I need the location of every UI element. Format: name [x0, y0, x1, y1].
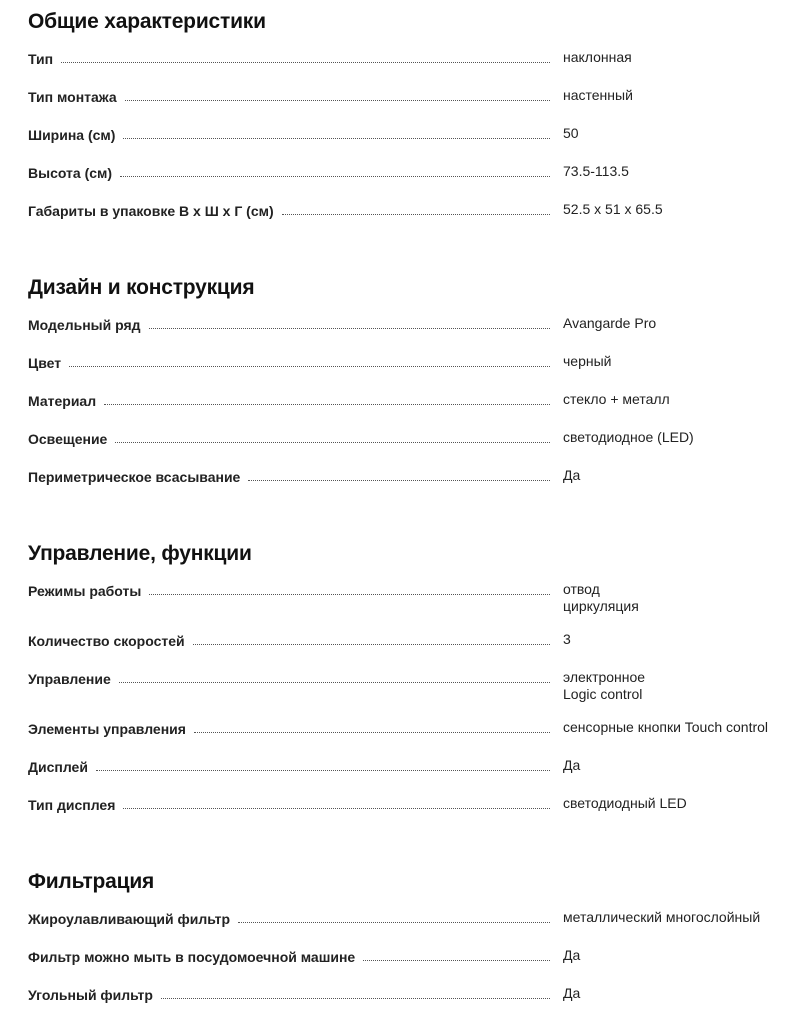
dotted-leader: [115, 442, 550, 443]
dotted-leader: [125, 100, 550, 101]
spec-label: Тип: [28, 50, 61, 68]
specifications-page: [28, 8, 788, 1022]
spec-label: Периметрическое всасывание: [28, 468, 248, 486]
spec-row: [28, 48, 788, 86]
spec-label: Фильтр можно мыть в посудомоечной машине: [28, 948, 363, 966]
spec-row: [28, 718, 788, 756]
dotted-leader: [104, 404, 550, 405]
spec-row: [28, 162, 788, 200]
section-title-filtration: Фильтрация: [28, 870, 155, 893]
spec-value: электронное Logic control: [563, 669, 646, 702]
dotted-leader: [193, 644, 550, 645]
spec-row: [28, 466, 788, 504]
dotted-leader: [149, 594, 550, 595]
spec-row: [28, 794, 788, 832]
section-general: [28, 8, 788, 238]
spec-label: Режимы работы: [28, 582, 149, 600]
spec-value: наклонная: [563, 49, 632, 65]
spec-list-control: [28, 580, 788, 832]
spec-row: [28, 580, 788, 630]
spec-label: Освещение: [28, 430, 115, 448]
spec-list-design: [28, 314, 788, 504]
spec-value: стекло + металл: [563, 391, 670, 407]
spec-label: Тип дисплея: [28, 796, 123, 814]
spec-label: Высота (см): [28, 164, 120, 182]
spec-list-filtration: [28, 908, 788, 1022]
dotted-leader: [123, 138, 550, 139]
spec-label: Ширина (см): [28, 126, 123, 144]
dotted-leader: [123, 808, 550, 809]
section-control: [28, 540, 788, 832]
dotted-leader: [61, 62, 550, 63]
spec-value: Avangarde Pro: [563, 315, 657, 331]
spec-label: Дисплей: [28, 758, 96, 776]
spec-value: светодиодное (LED): [563, 429, 694, 445]
spec-row: [28, 390, 788, 428]
spec-row: [28, 86, 788, 124]
spec-value: Да: [563, 947, 581, 963]
spec-label: Габариты в упаковке В x Ш x Г (см): [28, 202, 282, 220]
spec-label: Цвет: [28, 354, 69, 372]
spec-row: [28, 984, 788, 1022]
spec-value: Да: [563, 757, 581, 773]
spec-row: [28, 668, 788, 718]
section-filtration: [28, 868, 788, 1022]
spec-row: [28, 630, 788, 668]
spec-value: Да: [563, 985, 581, 1001]
spec-row: [28, 946, 788, 984]
spec-label: Жироулавливающий фильтр: [28, 910, 238, 928]
spec-label: Тип монтажа: [28, 88, 125, 106]
spec-list-general: [28, 48, 788, 238]
dotted-leader: [96, 770, 550, 771]
spec-label: Модельный ряд: [28, 316, 149, 334]
spec-value: Да: [563, 467, 581, 483]
section-title-control: Управление, функции: [28, 542, 252, 565]
dotted-leader: [248, 480, 550, 481]
dotted-leader: [161, 998, 550, 999]
spec-label: Элементы управления: [28, 720, 194, 738]
spec-value: 50: [563, 125, 579, 141]
spec-value: 52.5 x 51 x 65.5: [563, 201, 663, 217]
spec-value: настенный: [563, 87, 633, 103]
spec-row: [28, 908, 788, 946]
dotted-leader: [282, 214, 550, 215]
spec-label: Угольный фильтр: [28, 986, 161, 1004]
spec-label: Материал: [28, 392, 104, 410]
dotted-leader: [238, 922, 550, 923]
spec-row: [28, 200, 788, 238]
spec-row: [28, 314, 788, 352]
spec-value: сенсорные кнопки Touch control: [563, 719, 769, 735]
spec-row: [28, 428, 788, 466]
spec-row: [28, 124, 788, 162]
spec-label: Управление: [28, 670, 119, 688]
dotted-leader: [363, 960, 550, 961]
section-design: [28, 274, 788, 504]
dotted-leader: [149, 328, 550, 329]
dotted-leader: [119, 682, 550, 683]
dotted-leader: [69, 366, 550, 367]
spec-label: Количество скоростей: [28, 632, 193, 650]
spec-row: [28, 352, 788, 390]
spec-value: 3: [563, 631, 571, 647]
spec-value: светодиодный LED: [563, 795, 687, 811]
spec-value: 73.5-113.5: [563, 163, 629, 179]
dotted-leader: [194, 732, 550, 733]
spec-value: черный: [563, 353, 612, 369]
dotted-leader: [120, 176, 550, 177]
spec-value: отвод циркуляция: [563, 581, 639, 614]
spec-value: металлический многослойный: [563, 909, 761, 925]
section-title-design: Дизайн и конструкция: [28, 276, 255, 299]
section-title-general: Общие характеристики: [28, 10, 266, 33]
spec-row: [28, 756, 788, 794]
